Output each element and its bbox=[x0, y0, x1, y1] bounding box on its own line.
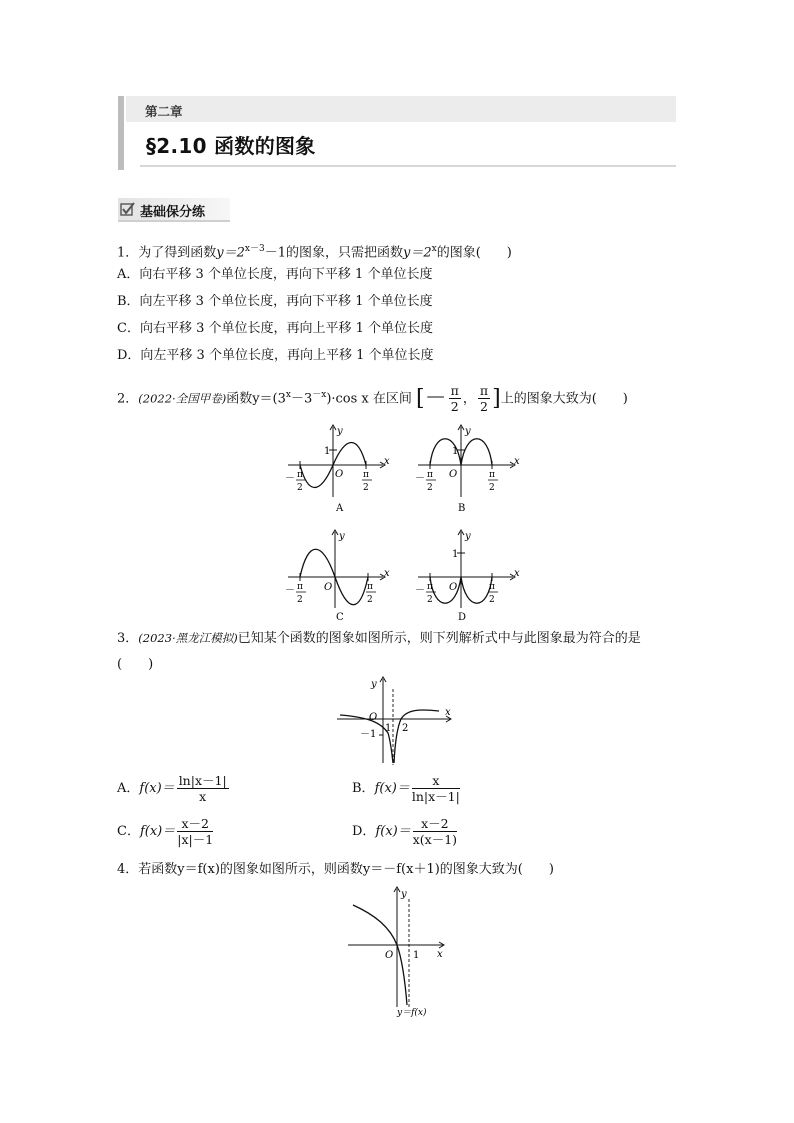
svg-text:2: 2 bbox=[427, 483, 433, 493]
question-2-stem: 2．(2022·全国甲卷)函数$y=(3^x-3^{-x})\cdot\cos$ x 在区间 [－ $\frac{\pi}{2}$ ， $\frac{\pi}{2}$ ]上的图象大致为( ) bbox=[117, 383, 628, 415]
svg-text:π: π bbox=[297, 470, 303, 480]
svg-text:B: B bbox=[458, 503, 466, 514]
chapter-header bbox=[118, 96, 676, 170]
svg-text:x: x bbox=[514, 456, 520, 467]
question-3-stem: 3．(2023·黑龙江模拟)已知某个函数的图象如图所示，则下列解析式中与此图象最为符合的是 bbox=[117, 631, 641, 646]
svg-text:－: － bbox=[285, 585, 295, 596]
checkbox-check-icon bbox=[120, 201, 136, 217]
svg-text:y: y bbox=[371, 679, 377, 690]
header-chapter-band bbox=[126, 96, 676, 122]
question-3-answer-paren: ( ) bbox=[117, 657, 154, 672]
svg-text:2: 2 bbox=[297, 483, 303, 493]
graph-a bbox=[285, 425, 390, 514]
question-3-option-c: C．f(x)＝ $\frac{x-2}{|x|-1}$ bbox=[117, 816, 214, 847]
svg-text:1: 1 bbox=[452, 446, 459, 457]
question-1-option-a: A．向右平移 3 个单位长度，再向下平移 1 个单位长度 bbox=[117, 267, 433, 282]
svg-text:π: π bbox=[427, 470, 433, 480]
svg-text:1: 1 bbox=[452, 549, 459, 560]
svg-text:1: 1 bbox=[324, 446, 331, 457]
question-1-option-c: C．向右平移 3 个单位长度，再向上平移 1 个单位长度 bbox=[117, 321, 434, 336]
svg-text:y: y bbox=[465, 531, 471, 542]
section-label: 基础保分练 bbox=[140, 205, 206, 220]
svg-text:x: x bbox=[384, 456, 390, 467]
svg-text:C: C bbox=[336, 612, 344, 620]
svg-text:O: O bbox=[369, 712, 378, 723]
graph-b bbox=[415, 425, 520, 514]
svg-text:y＝f(x): y＝f(x) bbox=[397, 1008, 427, 1018]
svg-text:x: x bbox=[437, 949, 443, 960]
svg-text:－: － bbox=[415, 473, 425, 484]
svg-text:π: π bbox=[489, 582, 495, 592]
svg-text:2: 2 bbox=[489, 483, 495, 493]
section-tag bbox=[118, 198, 230, 222]
svg-text:π: π bbox=[489, 470, 495, 480]
svg-text:π: π bbox=[427, 582, 433, 592]
svg-text:2: 2 bbox=[427, 595, 433, 605]
svg-text:2: 2 bbox=[402, 723, 409, 734]
svg-text:y: y bbox=[465, 426, 471, 437]
svg-text:π: π bbox=[363, 470, 369, 480]
question-4-graph bbox=[345, 885, 455, 1020]
question-3-option-b: B．f(x)＝ $\frac{x}{\ln|x-1|}$ bbox=[352, 773, 460, 804]
header-divider bbox=[140, 165, 676, 167]
svg-text:x: x bbox=[514, 568, 520, 579]
svg-text:2: 2 bbox=[489, 595, 495, 605]
chapter-label: 第二章 bbox=[145, 104, 183, 119]
question-3-graph bbox=[335, 673, 460, 768]
svg-text:y: y bbox=[337, 426, 343, 437]
page-title: §2.10 函数的图象 bbox=[146, 134, 316, 158]
svg-text:y: y bbox=[339, 531, 345, 542]
svg-text:－: － bbox=[285, 473, 295, 484]
svg-text:π: π bbox=[367, 582, 373, 592]
svg-text:1: 1 bbox=[413, 950, 420, 961]
svg-text:O: O bbox=[385, 950, 394, 961]
question-1-option-d: D．向左平移 3 个单位长度，再向上平移 1 个单位长度 bbox=[117, 348, 434, 363]
question-3-option-a: A．f(x)＝ $\frac{\ln|x-1|}{x}$ bbox=[117, 773, 227, 804]
header-accent-bar bbox=[118, 96, 124, 170]
svg-text:D: D bbox=[458, 612, 467, 620]
svg-text:2: 2 bbox=[367, 595, 373, 605]
svg-text:O: O bbox=[335, 469, 344, 480]
question-1-option-b: B．向左平移 3 个单位长度，再向下平移 1 个单位长度 bbox=[117, 294, 433, 309]
svg-text:x: x bbox=[445, 707, 451, 718]
question-3-option-d: D．f(x)＝ $\frac{x-2}{x(x-1)}$ bbox=[352, 816, 458, 847]
graph-c bbox=[285, 530, 390, 620]
svg-text:π: π bbox=[297, 582, 303, 592]
svg-text:2: 2 bbox=[297, 595, 303, 605]
question-4-stem: 4．若函数y＝f(x)的图象如图所示，则函数y＝－f(x＋1)的图象大致为( ) bbox=[117, 862, 554, 877]
svg-text:x: x bbox=[384, 568, 390, 579]
svg-text:O: O bbox=[449, 582, 458, 593]
question-1-stem: 1．为了得到函数$y=2^{x-3}-1$的图象，只需把函数$y=2^x$的图象( ) bbox=[117, 244, 512, 261]
svg-text:O: O bbox=[324, 582, 333, 593]
svg-text:－1: －1 bbox=[360, 729, 377, 740]
graph-d bbox=[415, 530, 520, 620]
svg-text:y: y bbox=[401, 889, 407, 900]
svg-text:A: A bbox=[336, 503, 344, 514]
svg-text:2: 2 bbox=[363, 483, 369, 493]
svg-text:O: O bbox=[449, 469, 458, 480]
svg-text:1: 1 bbox=[385, 723, 392, 734]
question-2-graphs bbox=[278, 420, 528, 620]
svg-text:－: － bbox=[415, 585, 425, 596]
